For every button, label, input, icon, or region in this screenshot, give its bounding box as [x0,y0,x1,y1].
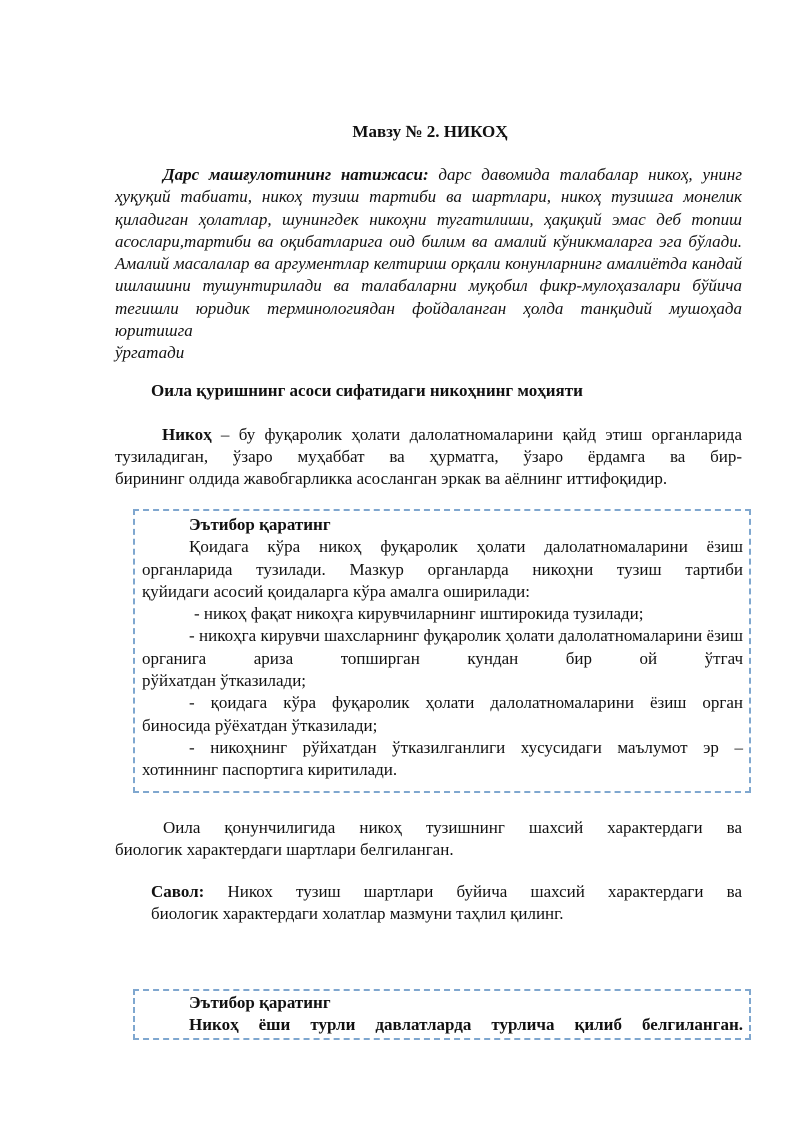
page-title: Мавзу № 2. НИКОҲ [352,122,508,141]
results-text: дарс давомида талабалар никоҳ, унинг ҳуқуқий табиати, никоҳ тузиш тартиби ва шартлари, никоҳ тузишга монелик қиладиган ҳолатлар, шунингдек никоҳни тугатилиши, ҳақиқий эмас деб топиш асослари,тартиби ва оқибатларига оид билим ва амалий кўникмаларга эга бўлади. Амалий масалалар ва аргументлар келтириш орқали конунларнинг амалиётда кандай ишлашини тушунтирилади ва талабаларни муқобил фикр-мулоҳазалари бўйича тегишли юридик терминологиядан фойдаланган ҳолда танқидий мушоҳада юритишга [115,165,742,341]
definition-last-line: бирининг олдида жавобгарликка асосланган эркак ва аёлнинг иттифоқидир. [115,469,668,488]
law-paragraph: Оила қонунчилигида никоҳ тузишнинг шахсий характердаги ва [163,818,742,837]
list-item-last-line: хотиннинг паспортига киритилади. [142,760,398,780]
lesson-results-paragraph [115,164,742,342]
definition-term: Никоҳ [162,425,212,444]
results-label: Дарс машғулотининг натижаси: [163,165,429,184]
list-item-last-line: рўйхатдан ўтказилади; [142,671,307,691]
list-item-last-line: биносида рўёхатдан ўтказилади; [142,715,378,735]
section-heading: Оила қуришнинг асоси сифатидаги никоҳнинг моҳияти [151,381,583,400]
attention-box-1 [133,509,751,793]
list-item: - никоҳ фақат никоҳга кирувчиларнинг иштирокида тузилади; [194,604,644,624]
attention-box-2 [133,989,751,1040]
question-last-line: биологик характердаги холатлар мазмуни таҳлил қилинг. [151,904,564,923]
attention-box-2-heading: Эътибор қаратинг [189,993,331,1012]
definition-paragraph [115,424,742,469]
attention-box-1-intro: Қоидага кўра никоҳ фуқаролик ҳолати далолатномаларини ёзиш органларида тузилади. Мазкур органларда никоҳни тузиш тартиби [142,537,743,579]
attention-box-1-intro-last: қуйидаги асосий қоидаларга кўра амалга оширилади: [142,581,530,601]
question-paragraph [151,881,742,903]
list-item: - никоҳга кирувчи шахсларнинг фуқаролик ҳолати далолатномаларини ёзиш органига ариза топширган кундан бир ой ўтгач [142,626,743,668]
question-label: Савол: [151,882,205,901]
definition-text: – бу фуқаролик ҳолати далолатномаларини қайд этиш органларида тузиладиган, ўзаро муҳаббат ва ҳурматга, ўзаро ёрдамга ва бир- [115,425,742,467]
attention-box-2-text: Никоҳ ёши турли давлатларда турлича қилиб белгиланган. [189,1015,743,1035]
attention-box-1-heading: Эътибор қаратинг [189,515,331,534]
results-last-line: ўргатади [115,343,185,362]
list-item: - никоҳнинг рўйхатдан ўтказилганлиги хусусидаги маълумот эр – [189,737,743,757]
law-paragraph-last-line: биологик характердаги шартлари белгиланган. [115,840,454,859]
list-item: - қоидага кўра фуқаролик ҳолати далолатномаларини ёзиш орган [189,693,743,713]
question-text: Никох тузиш шартлари буйича шахсий характердаги ва [204,882,742,901]
